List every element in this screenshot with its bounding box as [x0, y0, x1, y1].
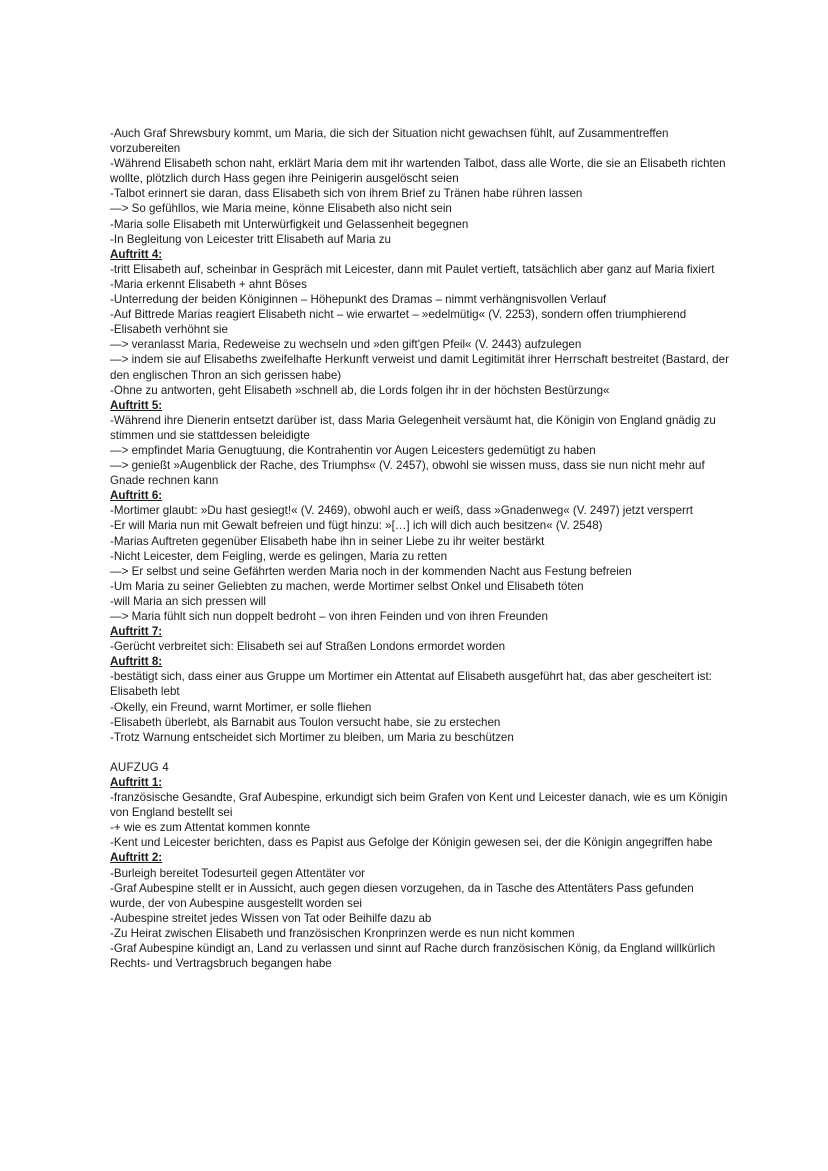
scene-heading: Auftritt 6:	[110, 489, 163, 503]
text-line: -Elisabeth verhöhnt sie	[110, 323, 228, 337]
text-line: -Nicht Leicester, dem Feigling, werde es gelingen, Maria zu retten	[110, 549, 448, 563]
scene-heading: Auftritt 2:	[110, 851, 163, 865]
text-line: -Elisabeth überlebt, als Barnabit aus Toulon versucht habe, sie zu erstechen	[110, 715, 501, 729]
text-line: -Er will Maria nun mit Gewalt befreien und fügt hinzu: »[…] ich will dich auch besitzen« (V. 2548)	[110, 519, 603, 533]
text-line: -bestätigt sich, dass einer aus Gruppe um Mortimer ein Attentat auf Elisabeth ausgeführt hat, das aber gescheitert ist: Elisabeth lebt	[110, 670, 712, 699]
text-line: -Während Elisabeth schon naht, erklärt Maria dem mit ihr wartenden Talbot, dass alle Worte, die sie an Elisabeth richten wollte, plötzlich durch Hass gegen ihre Peinigerin ausgelöscht seien	[110, 157, 726, 186]
document-body	[110, 126, 730, 971]
text-line: -Marias Auftreten gegenüber Elisabeth habe ihn in seiner Liebe zu ihr weiter bestärkt	[110, 534, 545, 548]
text-line: -Talbot erinnert sie daran, dass Elisabeth sich von ihrem Brief zu Tränen habe rühren lassen	[110, 187, 583, 201]
text-line: -Maria erkennt Elisabeth + ahnt Böses	[110, 277, 307, 291]
text-line: -Maria solle Elisabeth mit Unterwürfigkeit und Gelassenheit begegnen	[110, 217, 469, 231]
text-line: —> Maria fühlt sich nun doppelt bedroht – von ihren Feinden und von ihren Freunden	[110, 610, 548, 623]
text-line: -Um Maria zu seiner Geliebten zu machen, werde Mortimer selbst Onkel und Elisabeth töten	[110, 579, 584, 593]
act-heading: AUFZUG 4	[110, 760, 169, 774]
text-line: -In Begleitung von Leicester tritt Elisabeth auf Maria zu	[110, 232, 391, 246]
text-line: -Okelly, ein Freund, warnt Mortimer, er solle fliehen	[110, 700, 372, 714]
scene-heading: Auftritt 8:	[110, 655, 163, 669]
text-line: -Burleigh bereitet Todesurteil gegen Attentäter vor	[110, 866, 366, 880]
text-line: -Gerücht verbreitet sich: Elisabeth sei auf Straßen Londons ermordet worden	[110, 640, 506, 654]
text-line: —> empfindet Maria Genugtuung, die Kontrahentin vor Augen Leicesters gedemütigt zu haben	[110, 443, 596, 457]
text-line: -Auf Bittrede Marias reagiert Elisabeth nicht – wie erwartet – »edelmütig« (V. 2253), sondern offen triumphierend	[110, 308, 687, 322]
text-line: -will Maria an sich pressen will	[110, 594, 266, 608]
text-line: —> Er selbst und seine Gefährten werden Maria noch in der kommenden Nacht aus Festung befreien	[110, 564, 632, 578]
text-line: -Kent und Leicester berichten, dass es Papist aus Gefolge der Königin gewesen sei, der die Königin angegriffen habe	[110, 836, 713, 850]
text-line: -Trotz Warnung entscheidet sich Mortimer zu bleiben, um Maria zu beschützen	[110, 730, 514, 744]
scene-heading: Auftritt 4:	[110, 247, 163, 261]
text-line: -französische Gesandte, Graf Aubespine, erkundigt sich beim Grafen von Kent und Leicester danach, wie es um Königin von England bestellt sei	[110, 791, 728, 820]
text-line: -Mortimer glaubt: »Du hast gesiegt!« (V. 2469), obwohl auch er weiß, dass »Gnadenweg« (V. 2497) jetzt versperrt	[110, 504, 694, 518]
text-line: -Graf Aubespine kündigt an, Land zu verlassen und sinnt auf Rache durch französischen König, da England willkürlich Rechts- und Vertragsbruch begangen habe	[110, 941, 716, 971]
text-line: -+ wie es zum Attentat kommen konnte	[110, 821, 311, 835]
text-line: —> So gefühllos, wie Maria meine, könne Elisabeth also nicht sein	[110, 202, 452, 216]
text-line: -Zu Heirat zwischen Elisabeth und französischen Kronprinzen werde es nun nicht kommen	[110, 926, 575, 940]
scene-heading: Auftritt 5:	[110, 398, 163, 412]
section-spacer	[110, 745, 730, 760]
text-line: —> veranlasst Maria, Redeweise zu wechseln und »den gift'gen Pfeil« (V. 2443) aufzulegen	[110, 338, 582, 352]
scene-heading: Auftritt 1:	[110, 775, 163, 789]
text-line: —> indem sie auf Elisabeths zweifelhafte Herkunft verweist und damit Legitimität ihrer Herrschaft bestreitet (Bastard, der den englischen Thron an sich gerissen habe)	[110, 353, 729, 382]
text-line: -Aubespine streitet jedes Wissen von Tat oder Beihilfe dazu ab	[110, 911, 432, 925]
text-line: -Unterredung der beiden Königinnen – Höhepunkt des Dramas – nimmt verhängnisvollen Verlauf	[110, 293, 607, 307]
text-line: —> genießt »Augenblick der Rache, des Triumphs« (V. 2457), obwohl sie wissen muss, dass sie nun nicht mehr auf Gnade rechnen kann	[110, 459, 705, 488]
text-line: -tritt Elisabeth auf, scheinbar in Gespräch mit Leicester, dann mit Paulet vertieft, tatsächlich aber ganz auf Maria fixiert	[110, 262, 715, 276]
text-line: -Während ihre Dienerin entsetzt darüber ist, dass Maria Gelegenheit versäumt hat, die Königin von England gnädig zu stimmen und sie stattdessen beleidigte	[110, 413, 716, 442]
scene-heading: Auftritt 7:	[110, 625, 163, 639]
text-line: -Ohne zu antworten, geht Elisabeth »schnell ab, die Lords folgen ihr in der höchsten Bestürzung«	[110, 383, 610, 397]
text-line: -Graf Aubespine stellt er in Aussicht, auch gegen diesen vorzugehen, da in Tasche des Attentäters Pass gefunden wurde, der von Aubespine ausgestellt worden sei	[110, 881, 694, 910]
text-line: -Auch Graf Shrewsbury kommt, um Maria, die sich der Situation nicht gewachsen fühlt, auf Zusammentreffen vorzubereiten	[110, 127, 669, 156]
